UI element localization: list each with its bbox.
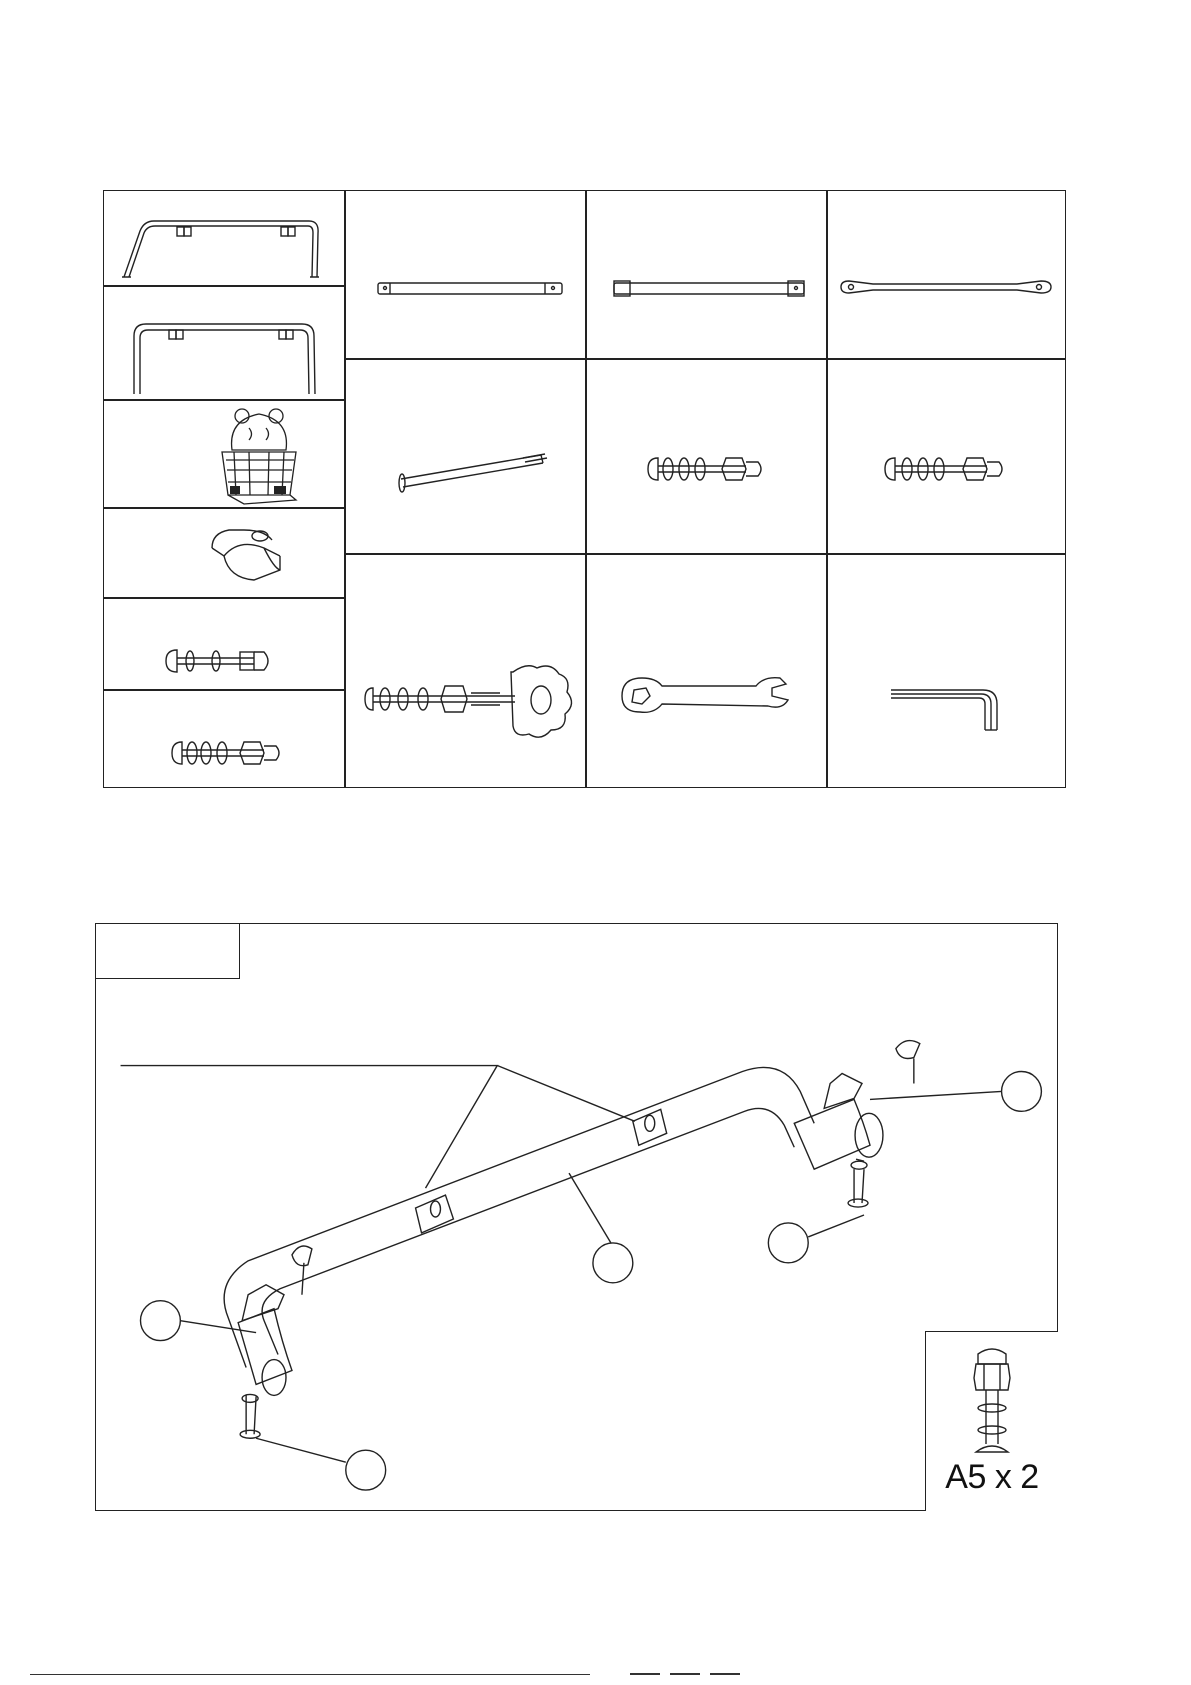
- assembly-step-panel: [95, 923, 1058, 1511]
- part-flat-brace: [827, 191, 1067, 358]
- knob-bolt-icon: [345, 554, 585, 787]
- part-rear-u-frame: [104, 286, 344, 399]
- part-long-pin: [345, 359, 585, 553]
- footer-rule: [30, 1674, 590, 1675]
- parts-table: [103, 190, 1066, 788]
- part-wrench: [586, 554, 826, 787]
- short-bolt-set-icon: [104, 598, 344, 689]
- bolt-set-icon: [586, 359, 826, 553]
- crossbar-tube-icon: [345, 191, 585, 358]
- part-crossbar-tube-1: [345, 191, 585, 358]
- part-bear-seat: [104, 400, 344, 507]
- part-bolt-set-m: [586, 359, 826, 553]
- part-knob-bolt: [345, 554, 585, 787]
- rear-u-frame-icon: [104, 286, 344, 399]
- part-clamp-bracket: [104, 508, 344, 597]
- part-crossbar-tube-2: [586, 191, 826, 358]
- part-front-u-frame: [104, 191, 344, 285]
- part-bolt-set-n: [827, 359, 1067, 553]
- assembly-drawing: [96, 924, 1057, 1510]
- part-hex-key: [827, 554, 1067, 787]
- front-u-frame-icon: [104, 191, 344, 285]
- flat-brace-icon: [827, 191, 1067, 358]
- long-pin-icon: [345, 359, 585, 553]
- wrench-icon: [586, 554, 826, 787]
- clamp-bracket-icon: [104, 508, 344, 597]
- part-short-bolt-set: [104, 598, 344, 689]
- bear-seat-icon: [104, 400, 344, 507]
- footer-mark-icon: [630, 1671, 760, 1677]
- bolt-set-icon: [104, 690, 344, 787]
- hardware-inset: [925, 1331, 1058, 1511]
- bolt-set-icon: [827, 359, 1067, 553]
- hex-key-icon: [827, 554, 1067, 787]
- part-bolt-set: [104, 690, 344, 787]
- crossbar-tube-icon: [586, 191, 826, 358]
- hardware-quantity-label: A5 x 2: [945, 1458, 1039, 1496]
